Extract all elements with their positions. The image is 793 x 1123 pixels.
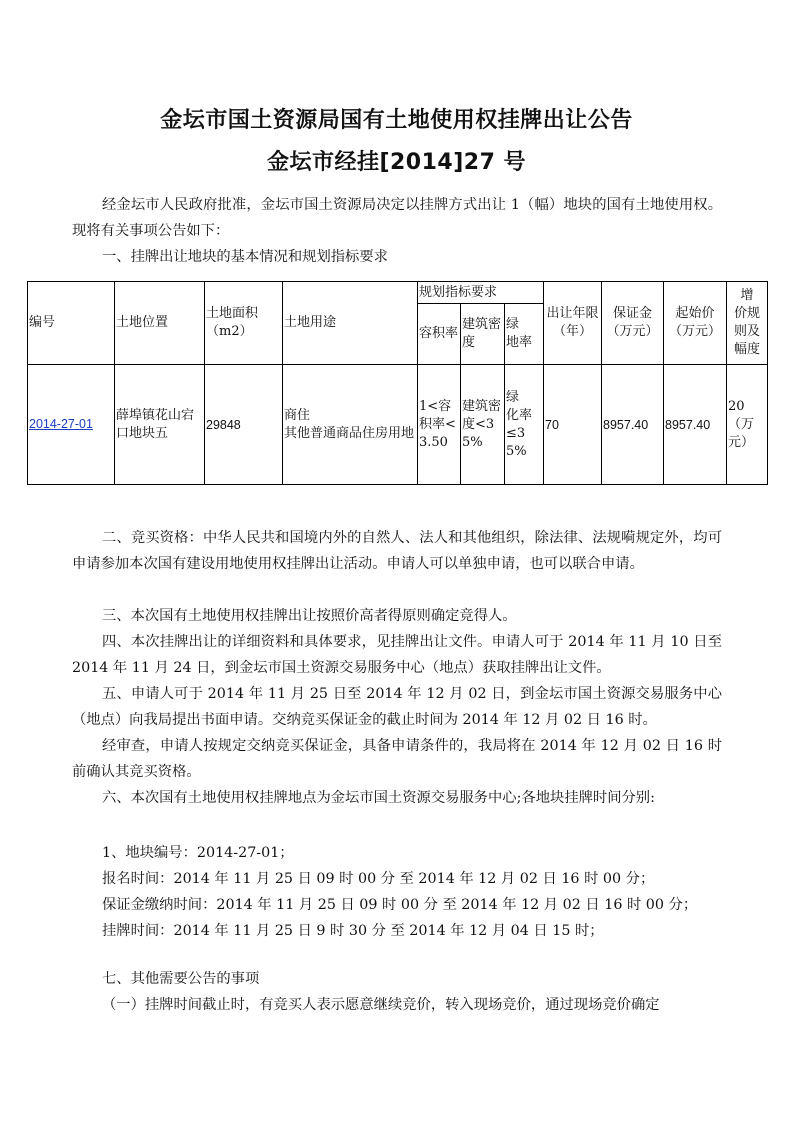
section-2-paragraph: 二、竞买资格：中华人民共和国境内外的自然人、法人和其他组织，除法律、法规嗬规定外，均可申请参加本次国有建设用地使用权挂牌出让活动。申请人可以单独申请，也可以联合申请。	[72, 530, 722, 572]
header-area: 土地面积（m2）	[205, 282, 283, 365]
cell-area: 29848	[205, 365, 283, 485]
header-deposit: 保证金（万元）	[602, 282, 664, 365]
cell-location: 薛埠镇花山宕口地块五	[115, 365, 205, 485]
deposit-time-line: 保证金缴纳时间：2014 年 11 月 25 日 09 时 00 分 至 2014 年 12 月 02 日 16 时 00 分；	[102, 897, 698, 913]
section-6-paragraph: 六、本次国有土地使用权挂牌地点为金坛市国土资源交易服务中心;各地块挂牌时间分别:	[102, 790, 655, 806]
document-number: 金坛市经挂[2014]27 号	[266, 150, 527, 175]
cell-density: 建筑密度<35%	[461, 365, 505, 485]
cell-far: 1<容积率<3.50	[418, 365, 461, 485]
header-far: 容积率	[418, 304, 461, 365]
land-info-table	[27, 281, 774, 485]
header-plan-group: 规划指标要求	[418, 282, 544, 304]
section-4-paragraph: 四、本次挂牌出让的详细资料和具体要求，见挂牌出让文件。申请人可于 2014 年 11 月 10 日至 2014 年 11 月 24 日，到金坛市国土资源交易服务中心（地点）获取挂牌出让文件。	[72, 634, 722, 676]
header-code: 编号	[28, 282, 115, 365]
header-density: 建筑密度	[461, 304, 505, 365]
table-row	[28, 365, 768, 485]
cell-deposit: 8957.40	[602, 365, 664, 485]
cell-increment: 20（万元）	[727, 365, 768, 485]
header-start-price: 起始价（万元）	[664, 282, 727, 365]
listing-time-line: 挂牌时间：2014 年 11 月 25 日 9 时 30 分 至 2014 年 12 月 04 日 15 时；	[102, 923, 604, 939]
cell-start-price: 8957.40	[664, 365, 727, 485]
plot-code-link[interactable]: 2014-27-01	[29, 417, 93, 431]
review-paragraph: 经审查，申请人按规定交纳竞买保证金，具备申请条件的，我局将在 2014 年 12 月 02 日 16 时前确认其竞买资格。	[72, 738, 722, 780]
header-location: 土地位置	[115, 282, 205, 365]
section-5-paragraph: 五、申请人可于 2014 年 11 月 25 日至 2014 年 12 月 02 日，到金坛市国土资源交易服务中心（地点）向我局提出书面申请。交纳竞买保证金的截止时间为 2014 年 12 月 02 日 16 时。	[72, 686, 722, 728]
page-title: 金坛市国土资源局国有土地使用权挂牌出让公告	[160, 108, 633, 133]
table-header-row	[28, 282, 768, 304]
section-7-1-paragraph: （一）挂牌时间截止时，有竞买人表示愿意继续竞价，转入现场竞价，通过现场竞价确定	[102, 997, 660, 1013]
section-3-paragraph: 三、本次国有土地使用权挂牌出让按照价高者得原则确定竞得人。	[102, 608, 517, 624]
section-1-heading: 一、挂牌出让地块的基本情况和规划指标要求	[102, 249, 388, 265]
header-term: 出让年限（年）	[544, 282, 602, 365]
header-increment: 增 价规则及 幅度	[727, 282, 768, 365]
section-7-heading: 七、其他需要公告的事项	[102, 971, 260, 987]
header-usage: 土地用途	[283, 282, 418, 365]
cell-term: 70	[544, 365, 602, 485]
cell-green: 绿 化率 ≤35%	[505, 365, 544, 485]
header-green: 绿 地率	[505, 304, 544, 365]
cell-usage: 商住 其他普通商品住房用地	[283, 365, 418, 485]
registration-time-line: 报名时间：2014 年 11 月 25 日 09 时 00 分 至 2014 年 12 月 02 日 16 时 00 分；	[102, 871, 655, 887]
plot-code-line: 1、地块编号：2014-27-01；	[102, 845, 294, 861]
intro-paragraph: 经金坛市人民政府批准，金坛市国土资源局决定以挂牌方式出让 1（幅）地块的国有土地使用权。现将有关事项公告如下：	[72, 197, 722, 239]
